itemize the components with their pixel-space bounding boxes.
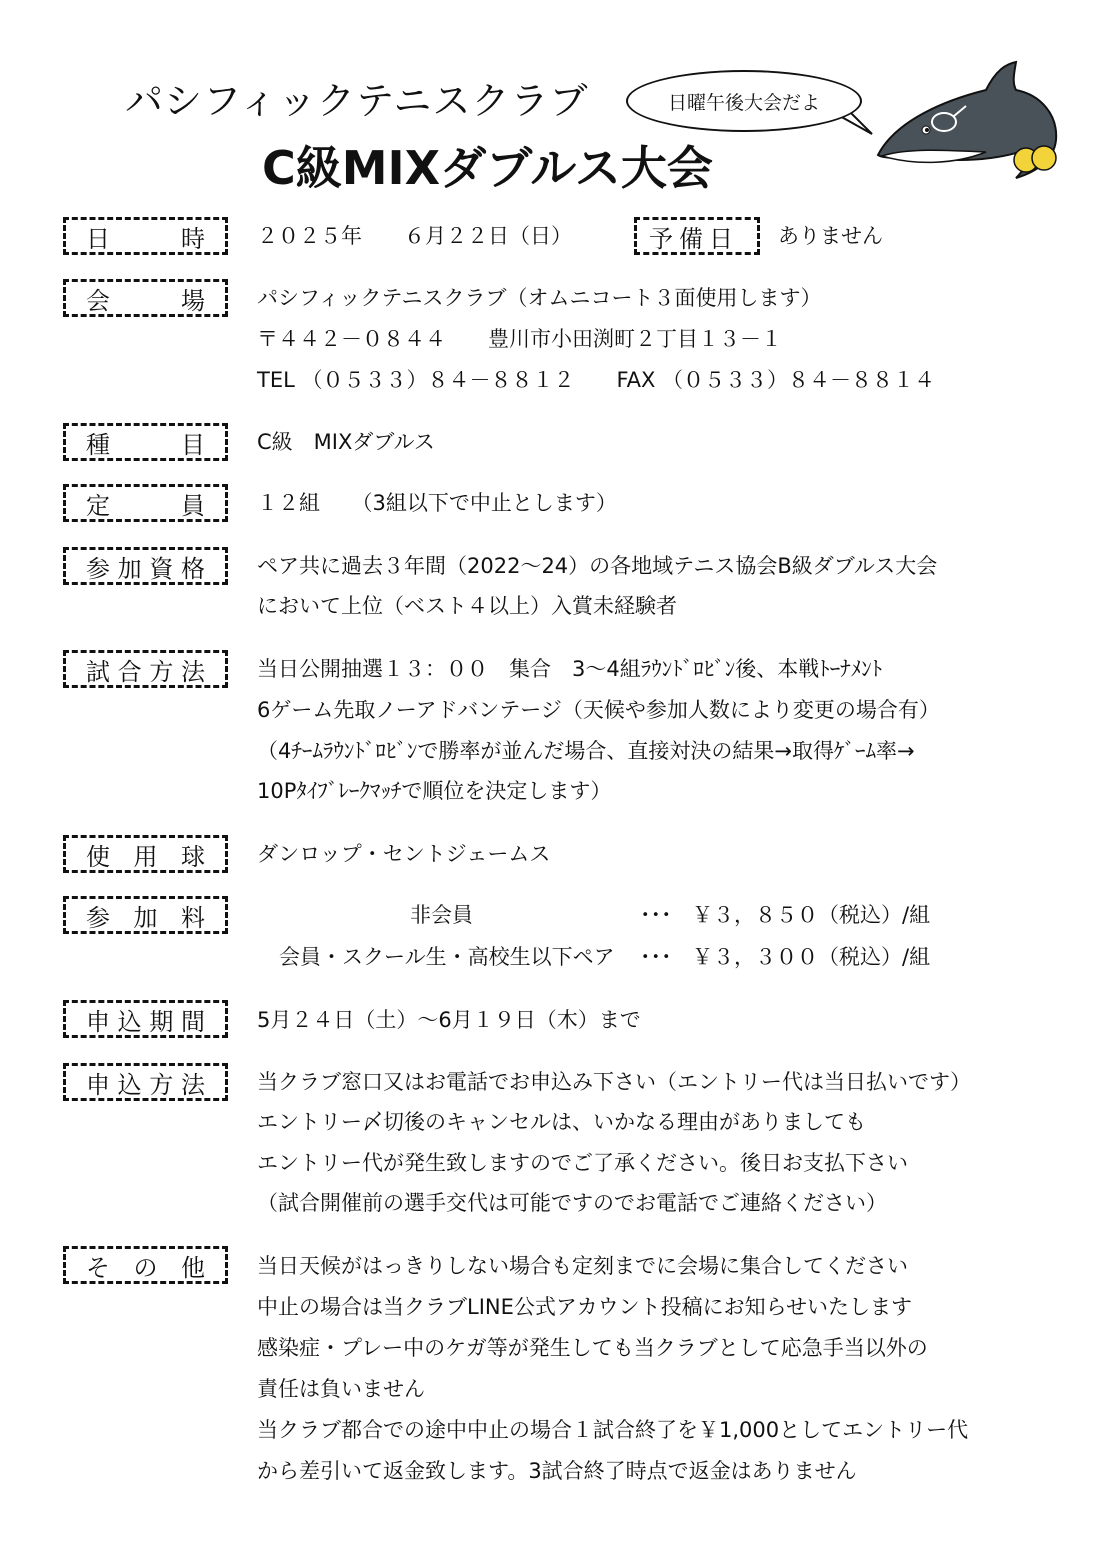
label-venue [63,279,228,317]
label-char: 員 [181,491,205,520]
label-category [63,423,228,461]
label-char: 込 [117,1007,142,1036]
label-char: 込 [117,1070,142,1099]
label-text: 予備日 [649,224,739,253]
ball-value: ダンロップ・セントジェームス [257,842,551,866]
label-char: 種 [86,430,110,459]
label-other [63,1246,228,1284]
other-line: から差引いて返金致します。3試合終了時点で返金はありません [257,1459,857,1483]
speech-bubble-text: 日曜午後大会だよ [667,91,820,114]
club-title: パシフィックテニスクラブ [125,79,589,123]
other-line: 感染症・プレー中のケガ等が発生しても当クラブとして応急手当以外の [257,1336,928,1360]
fee-price: ￥３，８５０（税込）/組 [692,903,931,927]
label-char: 方 [149,1070,174,1099]
fee-dots: ･･･ [640,945,672,969]
format-line: 10Pﾀｲﾌﾞﾚｰｸﾏｯﾁで順位を決定します） [257,779,612,803]
label-char: 目 [181,430,205,459]
label-char: 合 [117,657,142,686]
label-reserve-day [634,217,760,255]
datetime-value: ２０２５年 ６月２２日（日） [257,224,572,248]
label-char: 加 [133,903,158,932]
label-period [63,1000,228,1038]
eligibility-line: ペア共に過去３年間（2022～24）の各地域テニス協会B級ダブルス大会 [257,554,938,578]
label-char: 参 [86,554,110,583]
fee-who: 非会員 [410,903,473,927]
format-line: 6ゲーム先取ノーアドバンテージ（天候や参加人数により変更の場合有） [257,698,940,722]
other-line: 中止の場合は当クラブLINE公式アカウント投稿にお知らせいたします [257,1295,913,1319]
label-char: 料 [181,903,205,932]
venue-line: TEL （０５３３）８４－８８１２ FAX （０５３３）８４－８８１４ [257,368,936,392]
capacity-value: １２組 （3組以下で中止とします） [257,491,617,515]
fee-dots: ･･･ [640,903,672,927]
dolphin-mascot-icon [866,60,1066,185]
other-line: 当日天候がはっきりしない場合も定刻までに会場に集合してください [257,1254,908,1278]
label-char: 用 [133,842,158,871]
other-line: 当クラブ都合での途中中止の場合１試合終了を￥1,000としてエントリー代 [257,1418,969,1442]
reserve-day-value: ありません [778,224,883,248]
label-char: 場 [181,286,205,315]
label-char: 資 [149,554,174,583]
label-char: 間 [180,1007,205,1036]
fee-price: ￥３，３００（税込）/組 [692,945,931,969]
label-char: 法 [180,657,205,686]
label-char: 申 [86,1007,110,1036]
category-value: C級 MIXダブルス [257,430,435,454]
apply-line: 当クラブ窓口又はお電話でお申込み下さい（エントリー代は当日払いです） [257,1070,971,1094]
fee-who: 会員・スクール生・高校生以下ペア [279,945,615,969]
label-apply [63,1063,228,1101]
label-char: 申 [86,1070,110,1099]
label-char: 球 [181,842,205,871]
label-datetime [63,217,228,255]
label-char: 定 [86,491,110,520]
label-char: 方 [149,657,174,686]
label-char: 会 [86,286,110,315]
label-char: 日 [86,224,110,253]
eligibility-line: において上位（ベスト４以上）入賞未経験者 [257,594,677,618]
label-capacity [63,484,228,522]
apply-line: エントリー代が発生致しますのでご了承ください。後日お支払下さい [257,1151,908,1175]
label-eligibility [63,547,228,585]
label-char: 時 [181,224,205,253]
format-line: 当日公開抽選１３：００ 集合 3～4組ﾗｳﾝﾄﾞﾛﾋﾞﾝ後、本戦ﾄｰﾅﾒﾝﾄ [257,657,883,681]
format-line: （4ﾁｰﾑﾗｳﾝﾄﾞﾛﾋﾞﾝで勝率が並んだ場合、直接対決の結果→取得ｹﾞｰﾑ率→ [257,739,915,763]
label-char: 加 [117,554,142,583]
label-char: そ [86,1253,110,1282]
label-fee [63,896,228,934]
label-format [63,650,228,688]
period-value: 5月２４日（土）～6月１９日（木）まで [257,1008,641,1032]
label-char: の [133,1253,158,1282]
label-char: 他 [181,1253,205,1282]
label-char: 格 [180,554,205,583]
label-char: 法 [180,1070,205,1099]
label-char: 試 [86,657,110,686]
speech-bubble [626,70,862,132]
label-ball [63,835,228,873]
label-char: 使 [86,842,110,871]
label-char: 参 [86,903,110,932]
venue-line: 〒４４２－０８４４ 豊川市小田渕町２丁目１３－１ [257,327,782,351]
label-char: 期 [149,1007,174,1036]
apply-line: （試合開催前の選手交代は可能ですのでお電話でご連絡ください） [257,1191,887,1215]
event-title: C級MIXダブルス大会 [262,141,713,195]
apply-line: エントリー〆切後のキャンセルは、いかなる理由がありましても [257,1110,866,1134]
venue-line: パシフィックテニスクラブ（オムニコート３面使用します） [257,286,822,310]
other-line: 責任は負いません [257,1377,425,1401]
